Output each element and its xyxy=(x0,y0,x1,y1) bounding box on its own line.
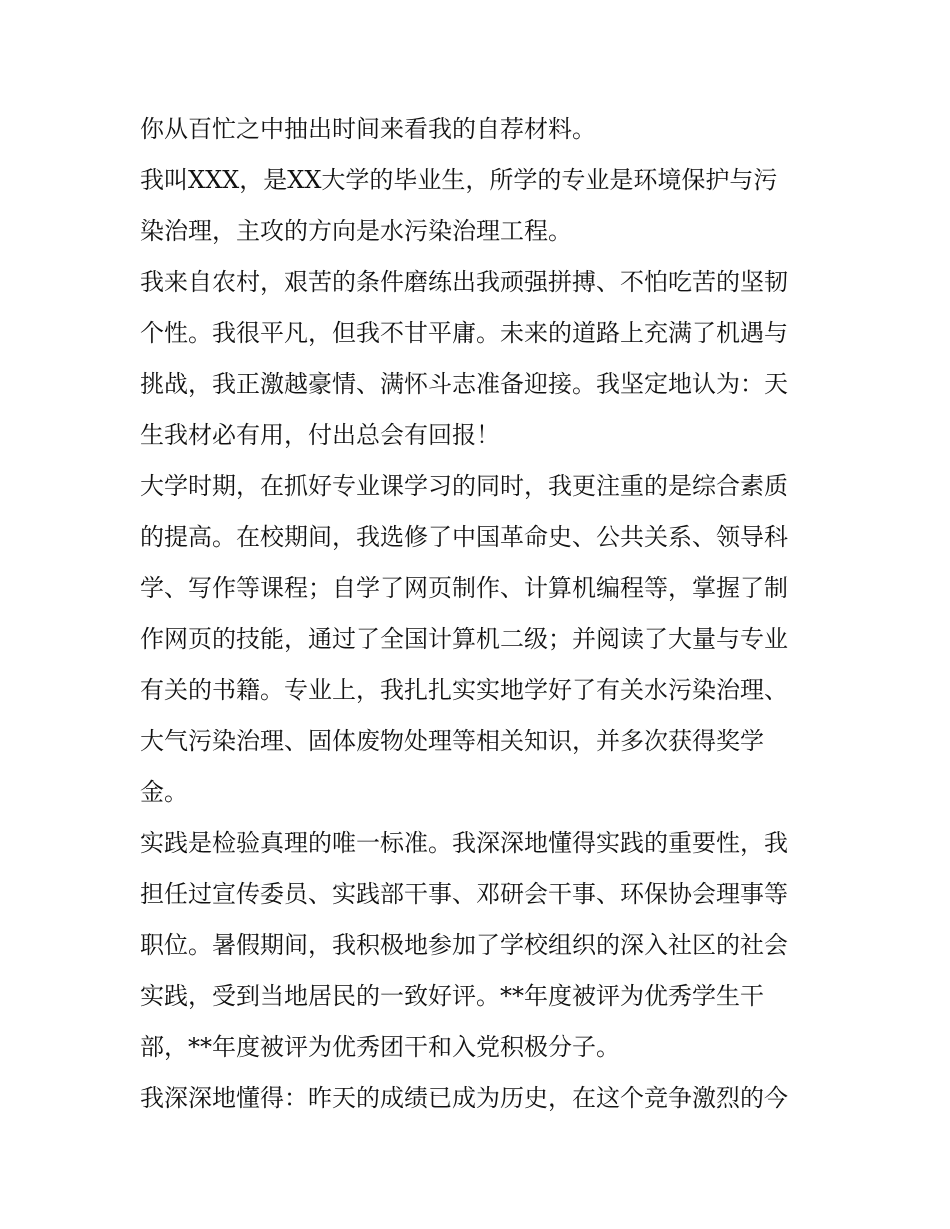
text-line: 学、写作等课程；自学了网页制作、计算机编程等，掌握了制 xyxy=(140,574,788,602)
text-line: 挑战，我正激越豪情、满怀斗志准备迎接。我坚定地认为：天 xyxy=(140,370,788,398)
text-line: 作网页的技能，通过了全国计算机二级；并阅读了大量与专业 xyxy=(140,625,788,653)
text-line: 有关的书籍。专业上，我扎扎实实地学好了有关水污染治理、 xyxy=(140,676,788,704)
text-line: 我深深地懂得：昨天的成绩已成为历史，在这个竞争激烈的今 xyxy=(140,1084,788,1112)
text-line: 的提高。在校期间，我选修了中国革命史、公共关系、领导科 xyxy=(140,523,788,551)
text-line: 染治理，主攻的方向是水污染治理工程。 xyxy=(140,217,572,245)
text-line: 生我材必有用，付出总会有回报！ xyxy=(140,421,500,449)
text-line: 我叫XXX，是XX大学的毕业生，所学的专业是环境保护与污 xyxy=(140,166,778,194)
text-line: 大学时期，在抓好专业课学习的同时，我更注重的是综合素质 xyxy=(140,472,788,500)
text-line: 金。 xyxy=(140,778,188,806)
text-line: 部，**年度被评为优秀团干和入党积极分子。 xyxy=(140,1033,620,1061)
text-line: 实践是检验真理的唯一标准。我深深地懂得实践的重要性，我 xyxy=(140,829,788,857)
letter-body xyxy=(140,104,820,1124)
text-line: 个性。我很平凡，但我不甘平庸。未来的道路上充满了机遇与 xyxy=(140,319,788,347)
text-line: 大气污染治理、固体废物处理等相关知识，并多次获得奖学 xyxy=(140,727,764,755)
text-line: 我来自农村，艰苦的条件磨练出我顽强拼搏、不怕吃苦的坚韧 xyxy=(140,268,788,296)
text-line: 你从百忙之中抽出时间来看我的自荐材料。 xyxy=(140,115,596,143)
text-line: 职位。暑假期间，我积极地参加了学校组织的深入社区的社会 xyxy=(140,931,788,959)
text-line: 实践，受到当地居民的一致好评。**年度被评为优秀学生干 xyxy=(140,982,764,1010)
text-line: 担任过宣传委员、实践部干事、邓研会干事、环保协会理事等 xyxy=(140,880,788,908)
